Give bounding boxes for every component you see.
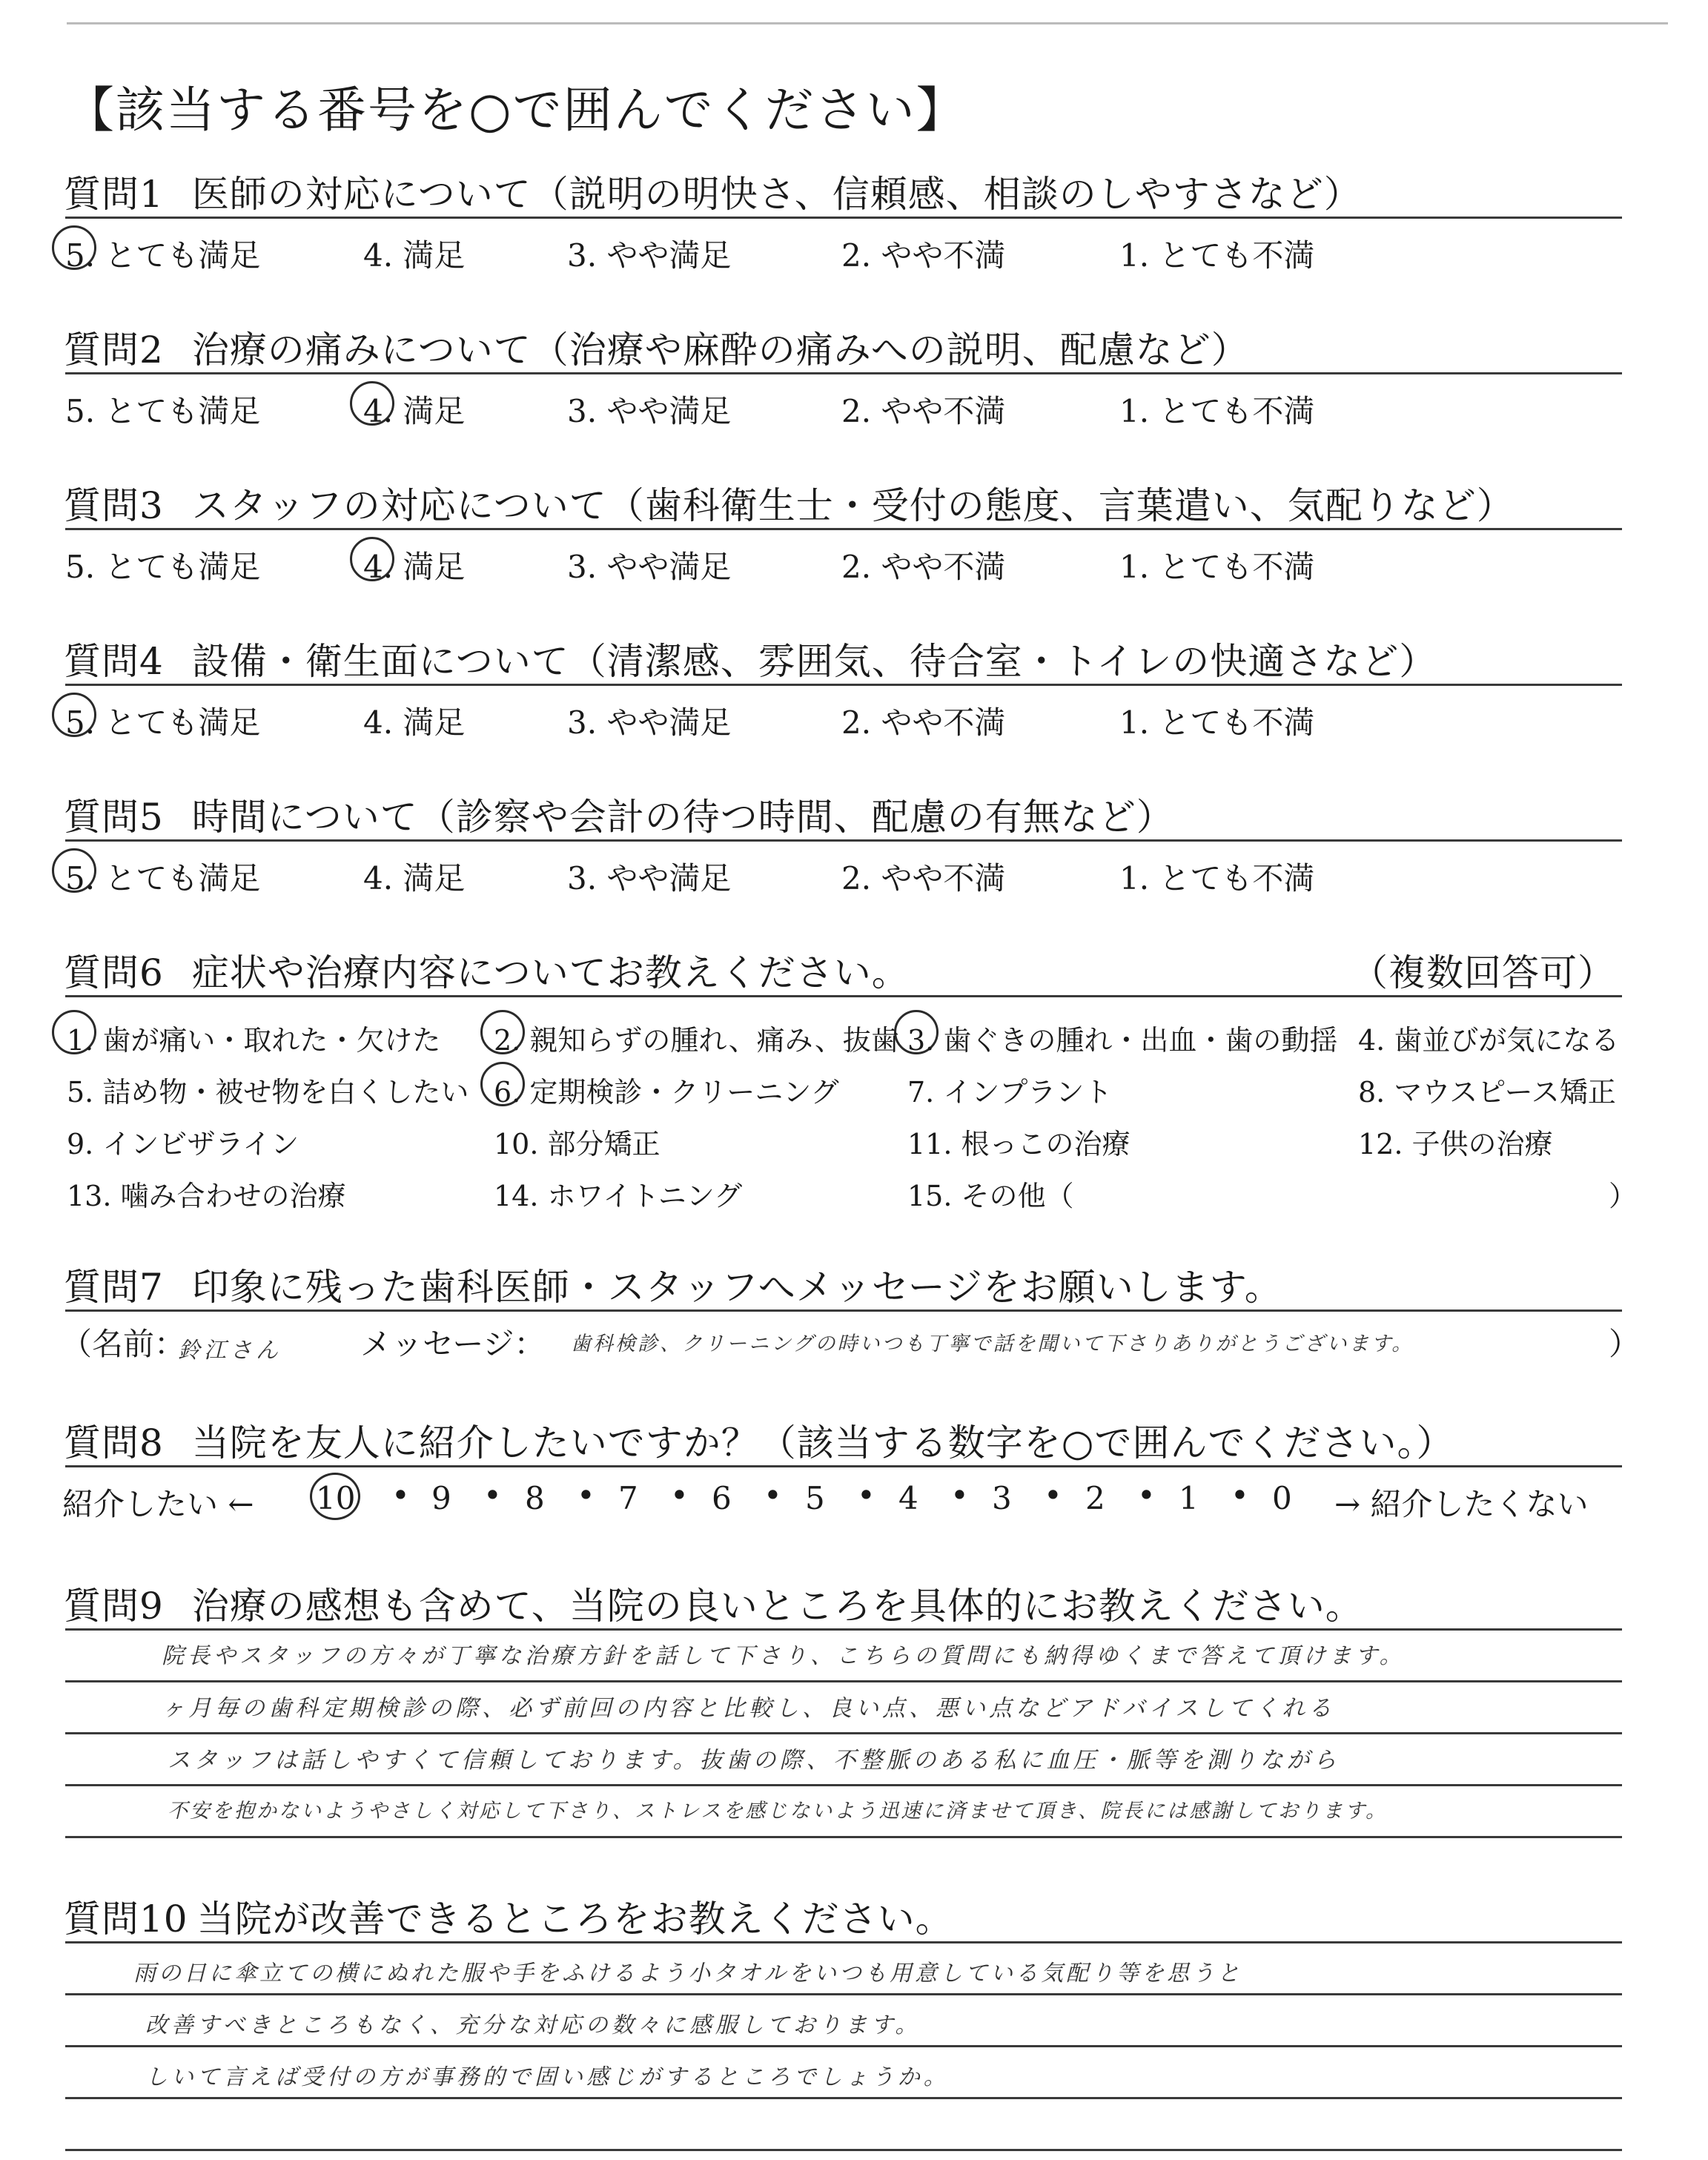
option-4[interactable]: 4. 満足 bbox=[363, 549, 466, 585]
question-9-title: 質問9 治療の感想も含めて、当院の良いところを具体的にお教えください。 bbox=[64, 1585, 1363, 1628]
option-5[interactable]: 5. とても満足 bbox=[65, 393, 261, 429]
option-2[interactable]: 2. やや不満 bbox=[841, 549, 1006, 585]
question-7-rule bbox=[65, 1309, 1622, 1312]
q6-option-15-close: ） bbox=[1609, 1180, 1638, 1212]
option-5[interactable]: 5. とても満足 bbox=[65, 237, 261, 274]
question-4-rule bbox=[65, 684, 1622, 686]
option-2[interactable]: 2. やや不満 bbox=[841, 860, 1006, 896]
recommend-right-label: → 紹介したくない bbox=[1334, 1486, 1589, 1522]
write-line bbox=[65, 1993, 1622, 1995]
good-points-line-3[interactable]: スタッフは話しやすくて信頼しております。抜歯の際、不整脈のある私に血圧・脈等を測りながら bbox=[168, 1747, 1340, 1774]
option-4[interactable]: 4. 満足 bbox=[363, 704, 466, 741]
name-label: （名前： bbox=[61, 1326, 186, 1362]
option-1[interactable]: 1. とても不満 bbox=[1119, 237, 1315, 274]
q6-option-13[interactable]: 13. 噛み合わせの治療 bbox=[67, 1180, 346, 1212]
question-4-title: 質問4 設備・衛生面について（清潔感、雰囲気、待合室・トイレの快適さなど） bbox=[64, 640, 1437, 683]
q6-option-7[interactable]: 7. インプラント bbox=[907, 1076, 1113, 1109]
option-4[interactable]: 4. 満足 bbox=[363, 237, 466, 274]
scale-7[interactable]: 7 bbox=[618, 1480, 638, 1516]
scale-dot: • bbox=[577, 1477, 595, 1513]
option-4[interactable]: 4. 満足 bbox=[363, 860, 466, 896]
q6-option-3[interactable]: 3. 歯ぐきの腫れ・出血・歯の動揺 bbox=[907, 1024, 1338, 1057]
scale-5[interactable]: 5 bbox=[805, 1480, 825, 1516]
q6-option-1[interactable]: 1. 歯が痛い・取れた・欠けた bbox=[67, 1024, 441, 1057]
option-1[interactable]: 1. とても不満 bbox=[1119, 549, 1315, 585]
write-line bbox=[65, 1680, 1622, 1682]
scale-dot: • bbox=[857, 1477, 875, 1513]
question-6-note: （複数回答可） bbox=[1351, 951, 1615, 994]
scale-dot: • bbox=[950, 1477, 969, 1513]
q6-option-8[interactable]: 8. マウスピース矯正 bbox=[1358, 1076, 1616, 1109]
scale-3[interactable]: 3 bbox=[992, 1480, 1012, 1516]
write-line bbox=[65, 1732, 1622, 1734]
message-label: メッセージ： bbox=[360, 1326, 546, 1362]
option-5[interactable]: 5. とても満足 bbox=[65, 860, 261, 896]
scale-4[interactable]: 4 bbox=[898, 1480, 918, 1516]
question-3-title: 質問3 スタッフの対応について（歯科衛生士・受付の態度、言葉遣い、気配りなど） bbox=[64, 484, 1515, 527]
scale-dot: • bbox=[1137, 1477, 1156, 1513]
scale-9[interactable]: 9 bbox=[431, 1480, 451, 1516]
option-2[interactable]: 2. やや不満 bbox=[841, 393, 1006, 429]
message-close: ） bbox=[1609, 1326, 1641, 1362]
q6-option-4[interactable]: 4. 歯並びが気になる bbox=[1358, 1024, 1620, 1057]
option-4[interactable]: 4. 満足 bbox=[363, 393, 466, 429]
scale-1[interactable]: 1 bbox=[1179, 1480, 1199, 1516]
q6-option-6[interactable]: 6. 定期検診・クリーニング bbox=[494, 1076, 839, 1109]
option-3[interactable]: 3. やや満足 bbox=[567, 237, 732, 274]
q6-option-15[interactable]: 15. その他（ bbox=[907, 1180, 1074, 1212]
option-3[interactable]: 3. やや満足 bbox=[567, 704, 732, 741]
question-3-rule bbox=[65, 528, 1622, 530]
name-value[interactable]: 鈴江さん bbox=[178, 1338, 282, 1364]
write-line bbox=[65, 2045, 1622, 2047]
write-line bbox=[65, 1628, 1622, 1631]
option-2[interactable]: 2. やや不満 bbox=[841, 237, 1006, 274]
q6-option-2[interactable]: 2. 親知らずの腫れ、痛み、抜歯 bbox=[494, 1024, 899, 1057]
option-2[interactable]: 2. やや不満 bbox=[841, 704, 1006, 741]
option-3[interactable]: 3. やや満足 bbox=[567, 393, 732, 429]
option-3[interactable]: 3. やや満足 bbox=[567, 860, 732, 896]
question-5-title: 質問5 時間について（診察や会計の待つ時間、配慮の有無など） bbox=[64, 796, 1174, 839]
option-1[interactable]: 1. とても不満 bbox=[1119, 393, 1315, 429]
write-line bbox=[65, 1941, 1622, 1943]
q6-option-12[interactable]: 12. 子供の治療 bbox=[1358, 1128, 1553, 1160]
scale-10[interactable]: 10 bbox=[316, 1480, 356, 1516]
question-6-title: 質問6 症状や治療内容についてお教えください。 bbox=[64, 951, 910, 994]
scale-dot: • bbox=[1044, 1477, 1062, 1513]
write-line bbox=[65, 2097, 1622, 2099]
write-line bbox=[65, 1836, 1622, 1838]
scale-0[interactable]: 0 bbox=[1272, 1480, 1292, 1516]
good-points-line-4[interactable]: 不安を抱かないようやさしく対応して下さり、ストレスを感じないよう迅速に済ませて頂き、院長には感謝しております。 bbox=[168, 1800, 1388, 1823]
q6-option-5[interactable]: 5. 詰め物・被せ物を白くしたい bbox=[67, 1076, 469, 1109]
question-5-rule bbox=[65, 839, 1622, 842]
q6-option-10[interactable]: 10. 部分矯正 bbox=[494, 1128, 661, 1160]
question-1-title: 質問1 医師の対応について（説明の明快さ、信頼感、相談のしやすさなど） bbox=[64, 173, 1362, 216]
option-5[interactable]: 5. とても満足 bbox=[65, 704, 261, 741]
option-3[interactable]: 3. やや満足 bbox=[567, 549, 732, 585]
question-2-title: 質問2 治療の痛みについて（治療や麻酔の痛みへの説明、配慮など） bbox=[64, 328, 1249, 371]
scale-8[interactable]: 8 bbox=[525, 1480, 545, 1516]
good-points-line-1[interactable]: 院長やスタッフの方々が丁寧な治療方針を話して下さり、こちらの質問にも納得ゆくまで答えて頂けます。 bbox=[162, 1643, 1406, 1669]
question-8-rule bbox=[65, 1465, 1622, 1467]
question-8-title: 質問8 当院を友人に紹介したいですか？（該当する数字を○で囲んでください。） bbox=[64, 1421, 1454, 1464]
scale-dot: • bbox=[391, 1477, 410, 1513]
q6-option-11[interactable]: 11. 根っこの治療 bbox=[907, 1128, 1131, 1160]
recommend-left-label: 紹介したい ← bbox=[62, 1486, 254, 1522]
question-2-rule bbox=[65, 372, 1622, 374]
top-border bbox=[67, 22, 1668, 24]
scale-2[interactable]: 2 bbox=[1085, 1480, 1105, 1516]
improvement-line-1[interactable]: 雨の日に傘立ての横にぬれた服や手をふけるよう小タオルをいつも用意している気配り等を思うと bbox=[133, 1961, 1242, 1986]
scale-6[interactable]: 6 bbox=[712, 1480, 732, 1516]
question-10-title: 質問10 当院が改善できるところをお教えください。 bbox=[64, 1898, 953, 1941]
option-1[interactable]: 1. とても不満 bbox=[1119, 860, 1315, 896]
good-points-line-2[interactable]: ヶ月毎の歯科定期検診の際、必ず前回の内容と比較し、良い点、悪い点などアドバイスしてくれる bbox=[162, 1695, 1336, 1722]
question-6-rule bbox=[65, 995, 1622, 997]
q6-option-9[interactable]: 9. インビザライン bbox=[67, 1128, 299, 1160]
page-heading: 【該当する番号を○で囲んでください】 bbox=[65, 82, 967, 139]
question-7-title: 質問7 印象に残った歯科医師・スタッフへメッセージをお願いします。 bbox=[64, 1266, 1282, 1309]
scale-dot: • bbox=[1231, 1477, 1249, 1513]
improvement-line-2[interactable]: 改善すべきところもなく、充分な対応の数々に感服しております。 bbox=[145, 2012, 921, 2038]
write-line bbox=[65, 2149, 1622, 2151]
improvement-line-3[interactable]: しいて言えば受付の方が事務的で固い感じがするところでしょうか。 bbox=[145, 2064, 950, 2090]
option-5[interactable]: 5. とても満足 bbox=[65, 549, 261, 585]
question-1-rule bbox=[65, 217, 1622, 219]
option-1[interactable]: 1. とても不満 bbox=[1119, 704, 1315, 741]
scale-dot: • bbox=[483, 1477, 502, 1513]
scale-dot: • bbox=[670, 1477, 689, 1513]
message-value[interactable]: 歯科検診、クリーニングの時いつも丁寧で話を聞いて下さりありがとうございます。 bbox=[571, 1332, 1414, 1355]
scale-dot: • bbox=[764, 1477, 782, 1513]
q6-option-14[interactable]: 14. ホワイトニング bbox=[494, 1180, 743, 1212]
write-line bbox=[65, 1784, 1622, 1786]
